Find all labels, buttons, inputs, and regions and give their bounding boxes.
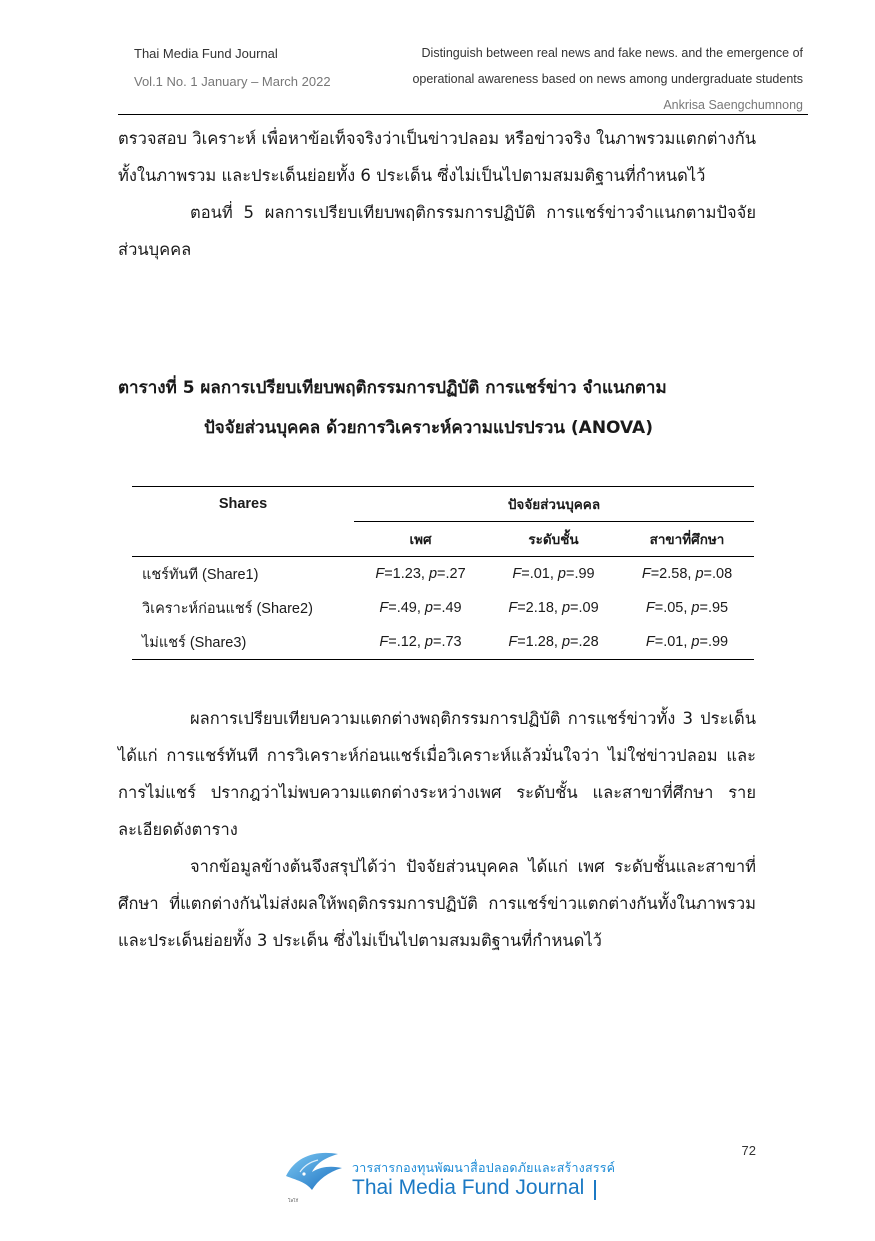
p-value: .95 bbox=[707, 600, 729, 616]
f-value: 1.28 bbox=[525, 634, 554, 650]
table-row bbox=[132, 625, 754, 660]
stat-cell: F=.12, p=.73 bbox=[354, 625, 487, 660]
page-number: 72 bbox=[741, 1143, 756, 1158]
p-value: .27 bbox=[445, 566, 466, 582]
stat-cell: F=1.28, p=.28 bbox=[487, 625, 620, 660]
row-label: แชร์ทันที (Share1) bbox=[142, 566, 259, 583]
bird-logo-icon bbox=[278, 1142, 348, 1208]
table-caption-line1: ตารางที่ 5 ผลการเปรียบเทียบพฤติกรรมการปฏิบัติ การแชร์ข่าว จำแนกตาม bbox=[118, 378, 667, 398]
footer-english-name: Thai Media Fund Journal bbox=[352, 1176, 585, 1199]
empty-header-cell bbox=[132, 522, 354, 557]
table-caption bbox=[118, 368, 758, 448]
f-value: 2.58 bbox=[659, 566, 688, 582]
paragraph-4: จากข้อมูลข้างต้นจึงสรุปได้ว่า ปัจจัยส่วนบุคคล ได้แก่ เพศ ระดับชั้นและสาขาที่ศึกษา ที่แตกต่างกันไม่ส่งผลให้พฤติกรรมการปฏิบัติ การแชร์ข่าวแตกต่างกันทั้งในภาพรวมและประเด็นย่อยทั้ง 3 ประเด็น ซึ่งไม่เป็นไปตามสมมติฐานที่กำหนดไว้ bbox=[118, 857, 756, 950]
article-title-line2: operational awareness based on news among undergraduate students bbox=[412, 72, 803, 86]
paragraph-1: ตรวจสอบ วิเคราะห์ เพื่อหาข้อเท็จจริงว่าเป็นข่าวปลอม หรือข่าวจริง ในภาพรวมแตกต่างกันทั้งในภาพรวม และประเด็นย่อยทั้ง 6 ประเด็น ซึ่งไม่เป็นไปตามสมมติฐานที่กำหนดไว้ bbox=[118, 129, 756, 185]
stat-cell: F=.01, p=.99 bbox=[620, 625, 754, 660]
body-top bbox=[118, 120, 756, 268]
f-value: 1.23 bbox=[392, 566, 421, 582]
journal-volume: Vol.1 No. 1 January – March 2022 bbox=[134, 74, 331, 89]
p-value: .08 bbox=[712, 566, 733, 582]
anova-table bbox=[132, 486, 754, 660]
table-row bbox=[132, 591, 754, 625]
table-row bbox=[132, 557, 754, 592]
svg-text:โลโก้: โลโก้ bbox=[288, 1199, 299, 1204]
p-value: .09 bbox=[578, 600, 599, 616]
article-author: Ankrisa Saengchumnong bbox=[663, 98, 803, 112]
f-value: .01 bbox=[529, 566, 550, 582]
footer-divider-bar bbox=[594, 1180, 596, 1200]
column-header-field-of-study: สาขาที่ศึกษา bbox=[620, 522, 754, 557]
p-value: .99 bbox=[574, 566, 595, 582]
stat-cell: F=1.23, p=.27 bbox=[375, 566, 466, 582]
body-bottom bbox=[118, 700, 756, 959]
stat-cell: F=2.18, p=.09 bbox=[508, 600, 599, 616]
section-heading-paragraph: ตอนที่ 5 ผลการเปรียบเทียบพฤติกรรมการปฏิบัติ การแชร์ข่าวจำแนกตามปัจจัยส่วนบุคคล bbox=[118, 203, 756, 259]
stat-cell: F=2.58, p=.08 bbox=[641, 566, 733, 582]
row-label: ไม่แชร์ (Share3) bbox=[132, 625, 354, 660]
footer-thai-name: วารสารกองทุนพัฒนาสื่อปลอดภัยและสร้างสรรค์ bbox=[352, 1160, 616, 1175]
f-value: .01 bbox=[663, 634, 684, 650]
shares-column-header: Shares bbox=[132, 487, 354, 522]
header-divider bbox=[118, 114, 808, 115]
personal-factors-group-header: ปัจจัยส่วนบุคคล bbox=[354, 487, 754, 522]
row-label: วิเคราะห์ก่อนแชร์ (Share2) bbox=[142, 600, 313, 617]
running-header-right bbox=[412, 40, 803, 118]
table-caption-line2: ปัจจัยส่วนบุคคล ด้วยการวิเคราะห์ความแปรปรวน (ANOVA) bbox=[204, 418, 653, 438]
stat-cell: F=.49, p=.49 bbox=[379, 600, 462, 616]
column-header-class-level: ระดับชั้น bbox=[487, 522, 620, 557]
p-value: .49 bbox=[441, 600, 462, 616]
running-header-left bbox=[134, 40, 331, 96]
f-value: .49 bbox=[396, 600, 417, 616]
stat-cell: F=.05, p=.95 bbox=[645, 600, 729, 616]
table-body bbox=[132, 557, 754, 660]
f-value: .12 bbox=[396, 634, 417, 650]
p-value: .73 bbox=[441, 634, 462, 650]
paragraph-3: ผลการเปรียบเทียบความแตกต่างพฤติกรรมการปฏิบัติ การแชร์ข่าวทั้ง 3 ประเด็น ได้แก่ การแชร์ทันที การวิเคราะห์ก่อนแชร์เมื่อวิเคราะห์แล้วมั่นใจว่า ไม่ใช่ข่าวปลอม และการไม่แชร์ ปรากฎว่าไม่พบความแตกต่างระหว่างเพศ ระดับชั้น และสาขาที่ศึกษา รายละเอียดดังตาราง bbox=[118, 709, 756, 839]
article-title-line1: Distinguish between real news and fake news. and the emergence of bbox=[421, 46, 803, 60]
stat-cell: F=.01, p=.99 bbox=[512, 566, 595, 582]
p-value: .28 bbox=[578, 634, 599, 650]
journal-name: Thai Media Fund Journal bbox=[134, 46, 278, 61]
p-value: .99 bbox=[707, 634, 729, 650]
f-value: .05 bbox=[663, 600, 684, 616]
column-header-gender: เพศ bbox=[354, 522, 487, 557]
f-value: 2.18 bbox=[525, 600, 554, 616]
